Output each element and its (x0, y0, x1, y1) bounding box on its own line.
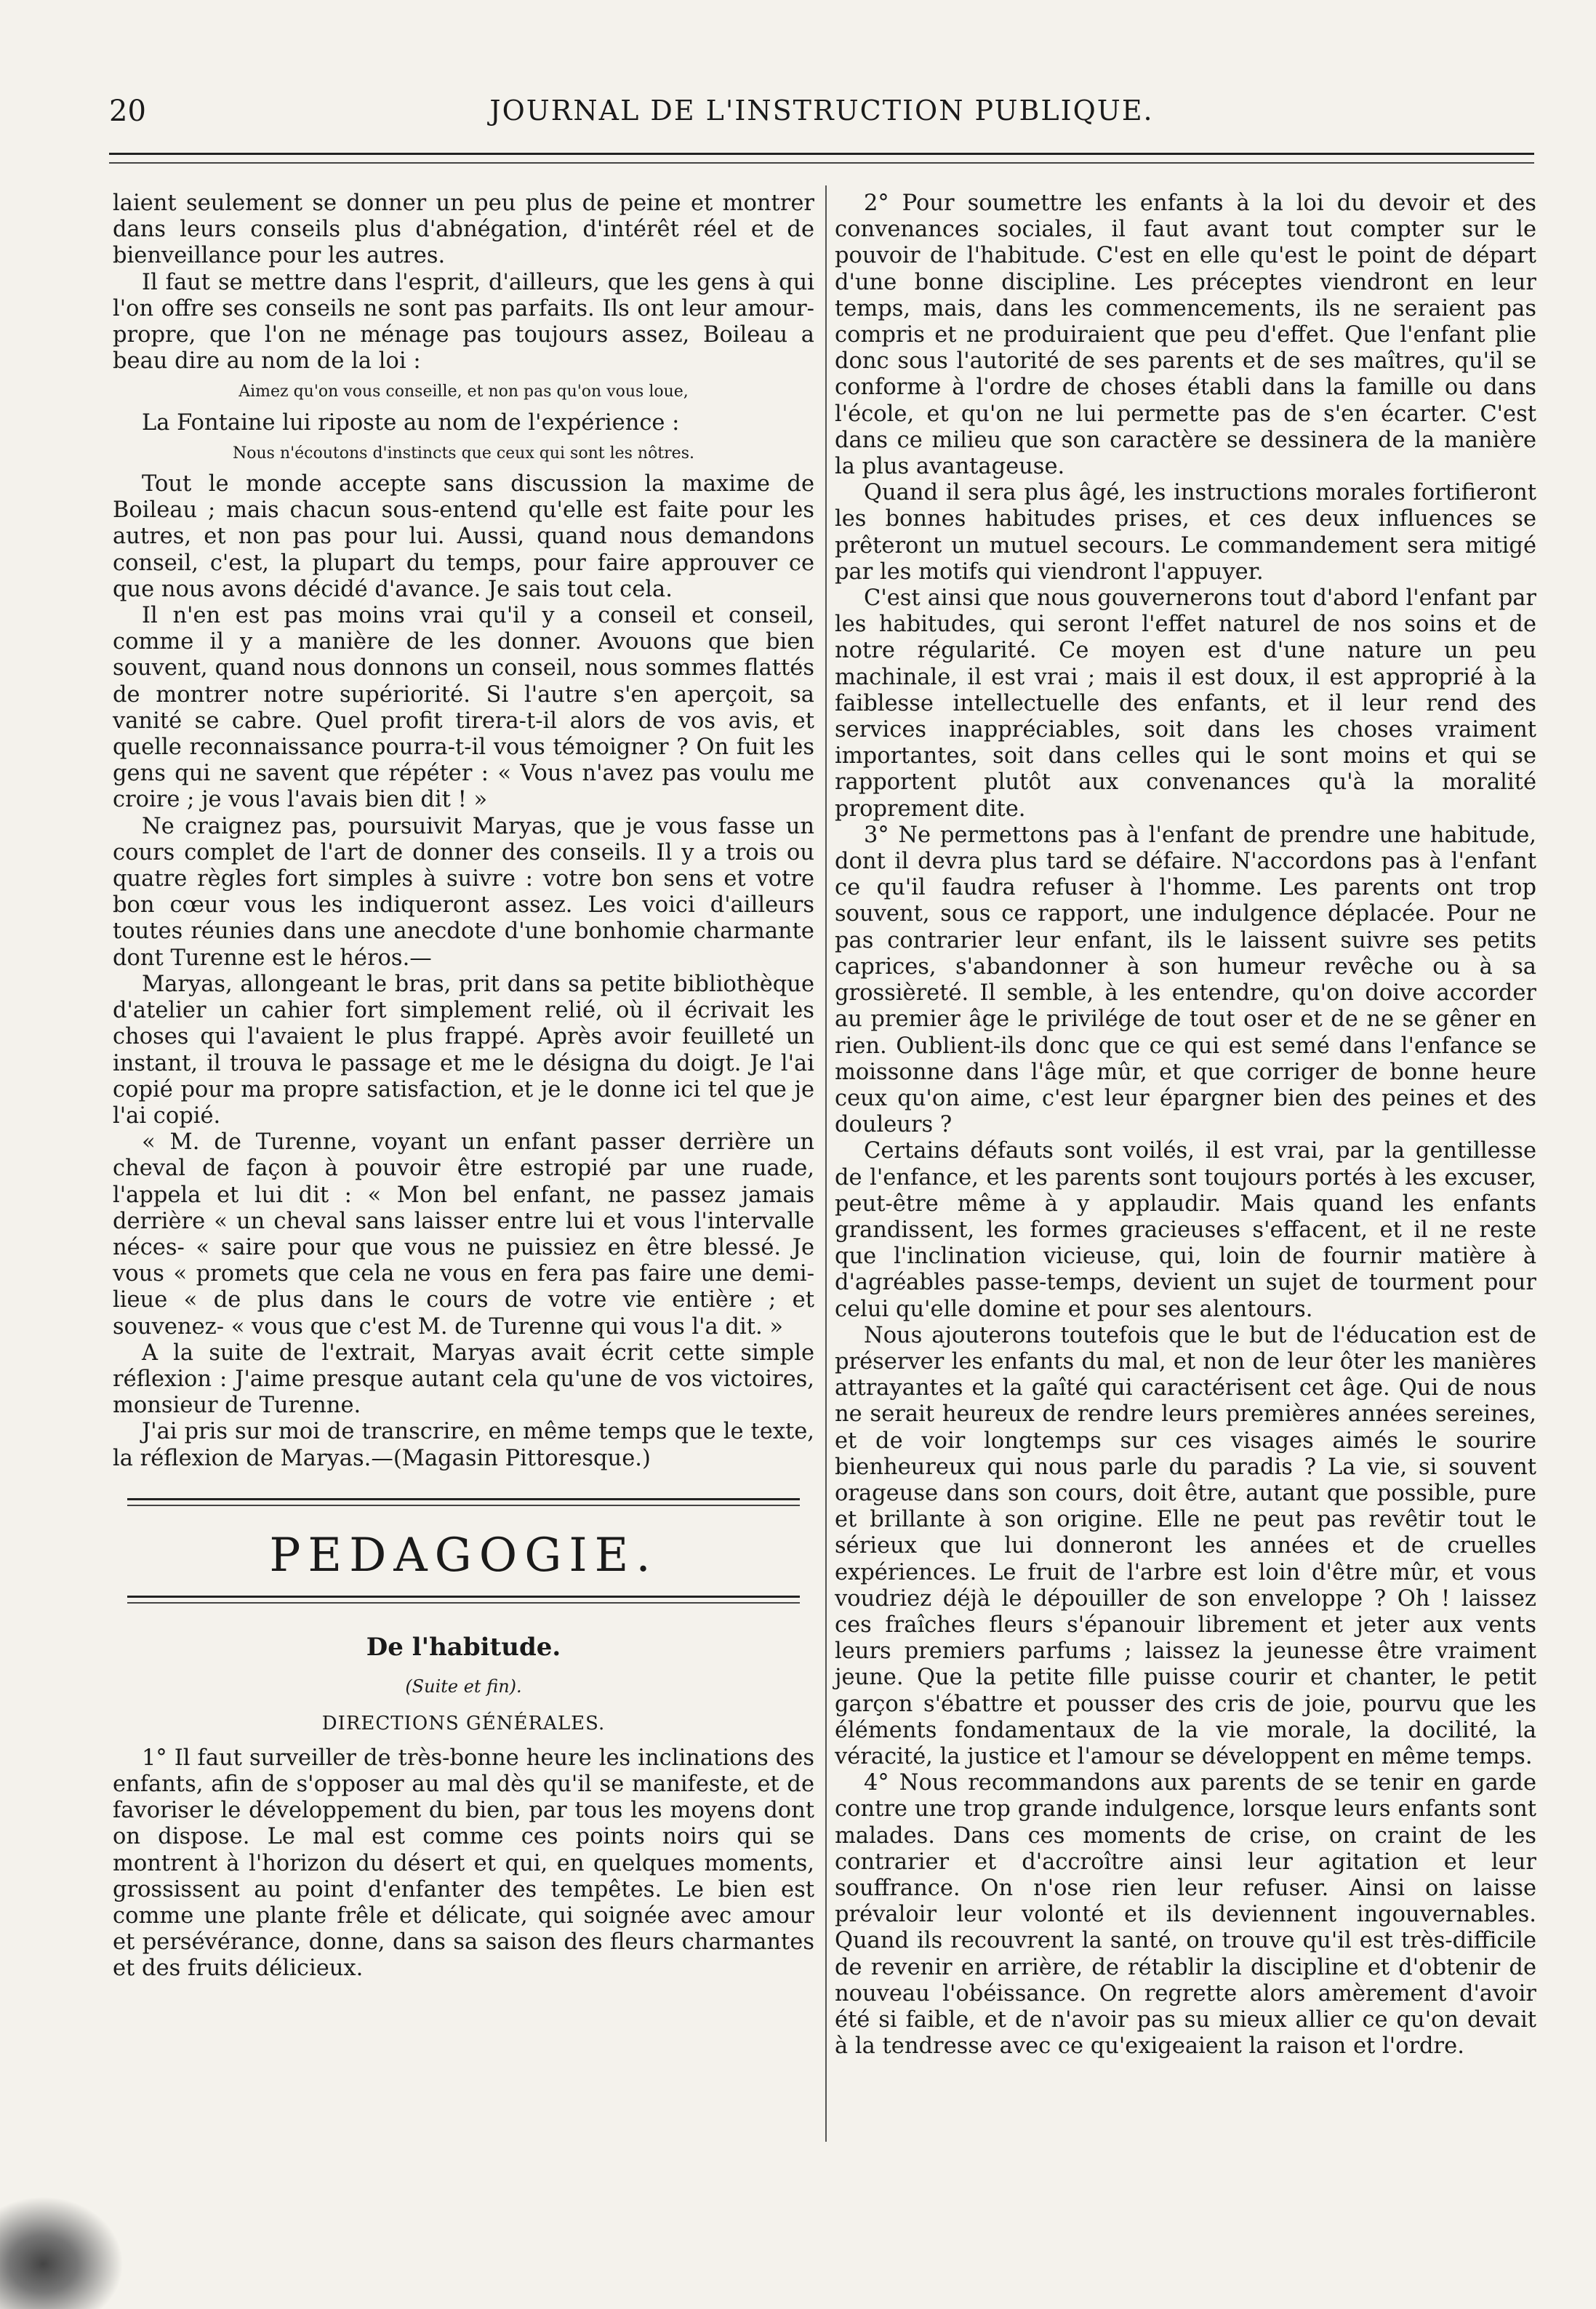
section-rule (127, 1498, 800, 1506)
left-column (113, 191, 814, 1982)
article-paragraph: A la suite de l'extrait, Maryas avait écrit cette simple réflexion : J'aime presque autant cela qu'une de vos victoires, monsieur de Turenne. (113, 1340, 814, 1419)
article-paragraph: 4° Nous recommandons aux parents de se tenir en garde contre une trop grande indulgence, lorsque leurs enfants sont malades. Dans ces moments de crise, on craint de les contrarier et d'accroître ainsi leur agitation et leur souffrance. On n'ose rien leur refuser. Ainsi on laisse prévaloir leur volonté et ils deviennent ingouvernables. Quand ils recouvrent la santé, on trouve qu'il est très-difficile de revenir en arrière, de rétablir la discipline et d'obtenir de nouveau l'obéissance. On regrette alors amèrement d'avoir été si faible, et de n'avoir pas su mieux allier ce qu'on devait à la tendresse avec ce qu'exigeaient la raison et l'ordre. (835, 1770, 1536, 2060)
article-paragraph: « M. de Turenne, voyant un enfant passer derrière un cheval de façon à pouvoir être estropié par une ruade, l'appela et lui dit : « Mon bel enfant, ne passez jamais derrière « un cheval sans laisser entre lui et vous l'intervalle néces- « saire pour que vous ne puissiez en être blessé. Je vous « promets que cela ne vous en fera pas faire une demi-lieue « de plus dans le cours de votre vie entière ; et souvenez- « vous que c'est M. de Turenne qui vous l'a dit. » (113, 1129, 814, 1340)
suite-note: (Suite et fin). (405, 1676, 522, 1697)
article-paragraph: Maryas, allongeant le bras, prit dans sa petite bibliothèque d'atelier un cahier fort simplement relié, où il écrivait les choses qui l'avaient le plus frappé. Après avoir feuilleté un instant, il trouva le passage et me le désigna du doigt. Je l'ai copié pour ma propre satisfaction, et je le donne ici tel que je l'ai copié. (113, 971, 814, 1129)
column-divider (825, 185, 827, 2142)
right-column (835, 191, 1536, 2060)
ink-blot (0, 2196, 124, 2309)
article-paragraph: Nous ajouterons toutefois que le but de l'éducation est de préserver les enfants du mal, et non de leur ôter les manières attrayantes et la gaîté qui caractérisent cet âge. Qui de nous ne serait heureux de rendre leurs premières années sereines, et de voir longtemps sur ces visages aimés le sourire bienheureux qui nous parle du paradis ? La vie, si souvent orageuse dans son cours, doit être, autant que possible, pure et brillante à son origine. Elle ne peut pas revêtir tout le sérieux que lui donneront les années et de cruelles expériences. Le fruit de l'arbre est loin d'être mûr, et vous voudriez déjà le dépouiller de son enveloppe ? Oh ! laissez ces fraîches fleurs s'épanouir librement et jeter aux vents leurs premiers parfums ; laissez la jeunesse être vraiment jeune. Que la petite fille puisse courir et chanter, le petit garçon s'ébattre et pousser des cris de joie, pourvu que les éléments fondamentaux de la vie morale, la docilité, la véracité, la justice et l'amour se développent en même temps. (835, 1322, 1536, 1769)
article-subtitle: De l'habitude. (366, 1632, 561, 1662)
article-paragraph: Ne craignez pas, poursuivit Maryas, que je vous fasse un cours complet de l'art de donner des conseils. Il y a trois ou quatre règles fort simples à suivre : votre bon sens et votre bon cœur vous les indiqueront assez. Les voici d'ailleurs toutes réunies dans une anecdote d'une bonhomie charmante dont Turenne est le héros.— (113, 813, 814, 971)
page-number: 20 (109, 95, 146, 128)
article-paragraph: Certains défauts sont voilés, il est vrai, par la gentillesse de l'enfance, et les parents sont toujours portés à les excuser, peut-être même à y applaudir. Mais quand les enfants grandissent, les formes gracieuses s'effacent, et il ne reste que l'inclination vicieuse, qui, loin de fournir matière à d'agréables passe-temps, devient un sujet de tourment pour celui qu'elle domine et pour ses alentours. (835, 1138, 1536, 1322)
section-rule (127, 1596, 800, 1604)
header-rule (109, 153, 1534, 164)
directions-heading: DIRECTIONS GÉNÉRALES. (321, 1712, 606, 1734)
page-header (109, 95, 1534, 138)
journal-title: JOURNAL DE L'INSTRUCTION PUBLIQUE. (489, 95, 1154, 127)
article-paragraph: 3° Ne permettons pas à l'enfant de prendre une habitude, dont il devra plus tard se défaire. N'accordons pas à l'enfant ce qu'il faudra refuser à l'homme. Les parents ont trop souvent, sous ce rapport, une indulgence déplacée. Pour ne pas contrarier leur enfant, ils le laissent suivre ses petits caprices, s'abandonner à son humeur revêche ou à sa grossièreté. Il semble, à les entendre, qu'on doive accorder au premier âge le privilége de tout oser et de ne se gêner en rien. Oublient-ils donc que ce qui est semé dans l'enfance se moissonne dans l'âge mûr, et que corriger de bonne heure ceux qu'on aime, c'est leur épargner bien des peines et des douleurs ? (835, 822, 1536, 1138)
article-paragraph: J'ai pris sur moi de transcrire, en même temps que le texte, la réflexion de Maryas.—(Magasin Pittoresque.) (113, 1419, 814, 1471)
article-paragraph: 2° Pour soumettre les enfants à la loi du devoir et des convenances sociales, il faut avant tout compter sur le pouvoir de l'habitude. C'est en elle qu'est le point de départ d'une bonne discipline. Les préceptes viendront en leur temps, mais, dans les commencements, ils ne seraient pas compris et ne produiraient que peu d'effet. Que l'enfant plie donc sous l'autorité de ses parents et de ses maîtres, qu'il se conforme à l'ordre de choses établi dans la famille ou dans l'école, et qu'on ne lui permette pas de s'en écarter. C'est dans ce milieu que son caractère se dessinera de la manière la plus avantageuse. (835, 191, 1536, 480)
article-paragraph: laient seulement se donner un peu plus de peine et montrer dans leurs conseils plus d'abnégation, d'intérêt réel et de bienveillance pour les autres. (113, 191, 814, 269)
quote-boileau: Aimez qu'on vous conseille, et non pas qu'on vous loue, (238, 383, 689, 401)
article-paragraph: Tout le monde accepte sans discussion la maxime de Boileau ; mais chacun sous-entend qu'elle est faite pour les autres, et non pas pour lui. Aussi, quand nous demandons conseil, c'est, la plupart du temps, pour faire approuver ce que nous avons décidé d'avance. Je sais tout cela. (113, 471, 814, 602)
article-paragraph: Il faut se mettre dans l'esprit, d'ailleurs, que les gens à qui l'on offre ses conseils ne sont pas parfaits. Ils ont leur amour-propre, que l'on ne ménage pas toujours assez, Boileau a beau dire au nom de la loi : (113, 269, 814, 375)
section-title: PEDAGOGIE. (269, 1528, 658, 1582)
article-paragraph: Il n'en est pas moins vrai qu'il y a conseil et conseil, comme il y a manière de les donner. Avouons que bien souvent, quand nous donnons un conseil, nous sommes flattés de montrer notre supériorité. Si l'autre s'en aperçoit, sa vanité se cabre. Quel profit tirera-t-il alors de vos avis, et quelle reconnaissance pourra-t-il vous témoigner ? On fuit les gens qui ne savent que répéter : « Vous n'avez pas voulu me croire ; je vous l'avais bien dit ! » (113, 603, 814, 813)
article-paragraph: 1° Il faut surveiller de très-bonne heure les inclinations des enfants, afin de s'opposer au mal dès qu'il se manifeste, et de favoriser le développement du bien, par tous les moyens dont on dispose. Le mal est comme ces points noirs qui se montrent à l'horizon du désert et qui, en quelques moments, grossissent au point d'enfanter des tempêtes. Le bien est comme une plante frêle et délicate, qui soignée avec amour et persévérance, donne, dans sa saison des fleurs charmantes et des fruits délicieux. (113, 1745, 814, 1982)
article-paragraph: Quand il sera plus âgé, les instructions morales fortifieront les bonnes habitudes prises, et ces deux influences se prêteront un mutuel secours. Le commandement sera mitigé par les motifs qui viendront l'appuyer. (835, 480, 1536, 585)
fontaine-line: La Fontaine lui riposte au nom de l'expérience : (142, 409, 680, 436)
article-paragraph: C'est ainsi que nous gouvernerons tout d'abord l'enfant par les habitudes, qui seront l'effet naturel de nos soins et de notre régularité. Ce moyen est d'une nature un peu machinale, il est vrai ; mais il est doux, il est approprié à la faiblesse intellectuelle des enfants, et il leur rend des services inappréciables, soit dans les choses vraiment importantes, soit dans celles qui le sont moins et qui se rapportent plutôt aux convenances qu'à la moralité proprement dite. (835, 585, 1536, 822)
quote-fontaine: Nous n'écoutons d'instincts que ceux qui sont les nôtres. (233, 444, 694, 463)
